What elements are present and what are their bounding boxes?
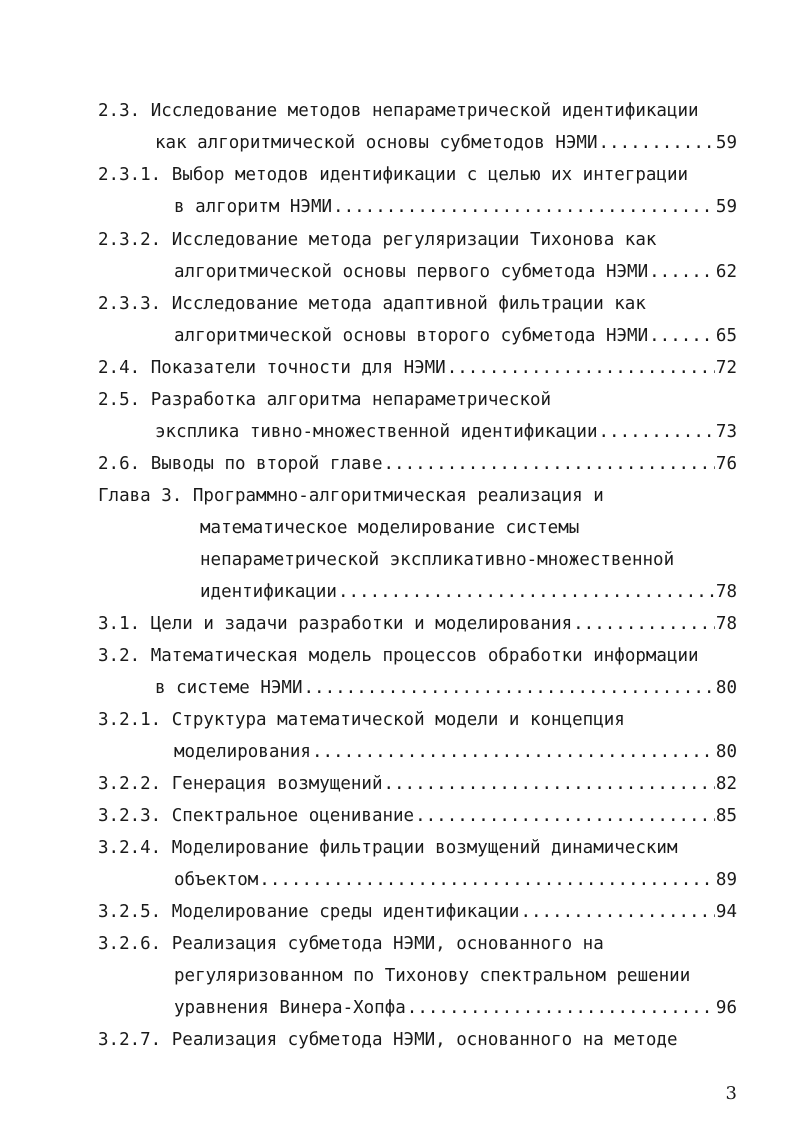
toc-entry-3-2-4-line-2: [174, 870, 737, 890]
toc-entry-2-3-1-line-2: [174, 197, 737, 217]
toc-entry-page: 62: [715, 262, 737, 282]
toc-entry-title: Реализация субметода НЭМИ, основанного на методе: [171, 1030, 678, 1050]
toc-entry-title-cont: математическое моделирование системы: [200, 518, 580, 538]
toc-entry-number: 3.2.3.: [98, 806, 162, 826]
toc-entry-number: Глава 3.: [98, 486, 183, 506]
toc-entry-page: 80: [715, 742, 737, 762]
toc-leader-dots: [384, 454, 715, 474]
toc-entry-title: Программно-алгоритмическая реализация и: [192, 486, 604, 506]
toc-entry-title-cont: алгоритмической основы первого субметода НЭМИ: [174, 262, 649, 282]
toc-entry-3-2-7-line-1: [98, 1030, 678, 1050]
toc-chapter-3-line-1: [98, 486, 604, 506]
toc-entry-number: 2.6.: [98, 454, 141, 474]
toc-entry-title-cont: алгоритмической основы второго субметода НЭМИ: [174, 326, 649, 346]
toc-entry-title: Моделирование среды идентификации: [171, 902, 520, 922]
toc-entry-title-cont: как алгоритмической основы субметодов НЭМИ: [155, 133, 598, 153]
toc-entry-2-3-line-1: [98, 101, 699, 121]
toc-entry-page: 82: [715, 774, 737, 794]
toc-entry-title: Генерация возмущений: [171, 774, 383, 794]
toc-entry-title: Выводы по второй главе: [150, 454, 383, 474]
toc-entry-3-2-6-line-1: [98, 934, 604, 954]
toc-entry-page: 59: [715, 133, 737, 153]
toc-entry-title: Разработка алгоритма непараметрической: [150, 390, 552, 410]
toc-entry-page: 85: [715, 806, 737, 826]
toc-entry-title-cont: уравнения Винера-Хопфа: [174, 998, 406, 1018]
toc-entry-title: Исследование методов непараметрической идентификации: [150, 101, 699, 121]
toc-entry-2-3-line-2: [155, 133, 737, 153]
toc-entry-3-2-2: [98, 774, 737, 794]
toc-leader-dots: [338, 582, 715, 602]
toc-entry-title: Показатели точности для НЭМИ: [150, 358, 446, 378]
page-number: 3: [725, 1083, 737, 1104]
toc-entry-number: 3.2.6.: [98, 934, 162, 954]
toc-entry-title: Реализация субметода НЭМИ, основанного на: [171, 934, 604, 954]
toc-entry-title-cont: идентификации: [200, 582, 337, 602]
toc-leader-dots: [304, 678, 715, 698]
toc-leader-dots: [649, 262, 715, 282]
toc-leader-dots: [573, 614, 715, 634]
toc-leader-dots: [599, 422, 715, 442]
toc-entry-number: 3.2.1.: [98, 710, 162, 730]
toc-entry-page: 94: [715, 902, 737, 922]
toc-entry-title-cont: непараметрической экспликативно-множественной: [200, 550, 675, 570]
toc-chapter-3-line-4: [200, 582, 737, 602]
toc-entry-number: 2.3.1.: [98, 165, 162, 185]
toc-leader-dots: [312, 742, 715, 762]
toc-chapter-3-line-2: [200, 518, 579, 538]
toc-leader-dots: [383, 774, 714, 794]
toc-entry-page: 89: [715, 870, 737, 890]
toc-entry-title: Выбор методов идентификации с целью их интеграции: [171, 165, 689, 185]
toc-entry-title-cont: регуляризованном по Тихонову спектральном решении: [174, 966, 691, 986]
toc-entry-number: 3.2.5.: [98, 902, 162, 922]
toc-entry-page: 96: [715, 998, 737, 1018]
toc-leader-dots: [415, 806, 715, 826]
toc-entry-3-2-5: [98, 902, 737, 922]
toc-entry-3-2-6-line-2: [174, 966, 690, 986]
toc-entry-title: Исследование метода адаптивной фильтрации как: [171, 294, 646, 314]
toc-entry-2-5-line-2: [155, 422, 737, 442]
toc-leader-dots: [259, 870, 715, 890]
toc-entry-title-cont: в системе НЭМИ: [155, 678, 303, 698]
toc-entry-title: Структура математической модели и концепция: [171, 710, 625, 730]
toc-leader-dots: [447, 358, 715, 378]
toc-entry-number: 3.1.: [98, 614, 141, 634]
toc-entry-number: 3.2.: [98, 646, 141, 666]
toc-entry-3-2-1-line-1: [98, 710, 625, 730]
toc-entry-2-3-2-line-1: [98, 230, 656, 250]
toc-entry-title: Цели и задачи разработки и моделирования: [150, 614, 573, 634]
toc-entry-page: 65: [715, 326, 737, 346]
toc-entry-page: 78: [715, 614, 737, 634]
toc-leader-dots: [599, 133, 715, 153]
toc-leader-dots: [333, 197, 715, 217]
toc-entry-page: 80: [715, 678, 737, 698]
toc-chapter-3-line-3: [200, 550, 674, 570]
toc-entry-title-cont: моделирования: [174, 742, 311, 762]
toc-entry-title: Спектральное оценивание: [171, 806, 415, 826]
toc-entry-title: Моделирование фильтрации возмущений динамическим: [171, 838, 678, 858]
toc-entry-3-2-4-line-1: [98, 838, 678, 858]
toc-entry-title-cont: эксплика тивно-множественной идентификации: [155, 422, 598, 442]
toc-entry-page: 78: [715, 582, 737, 602]
toc-entry-3-2-line-2: [155, 678, 737, 698]
toc-entry-3-2-6-line-3: [174, 998, 737, 1018]
toc-entry-title: Исследование метода регуляризации Тихонова как: [171, 230, 657, 250]
toc-entry-2-6: [98, 454, 737, 474]
toc-entry-number: 3.2.7.: [98, 1030, 162, 1050]
toc-entry-number: 3.2.4.: [98, 838, 162, 858]
toc-entry-number: 2.3.: [98, 101, 141, 121]
toc-leader-dots: [649, 326, 715, 346]
toc-leader-dots: [520, 902, 714, 922]
toc-leader-dots: [407, 998, 715, 1018]
toc-entry-number: 2.3.2.: [98, 230, 162, 250]
toc-entry-3-2-3: [98, 806, 737, 826]
toc-entry-title-cont: в алгоритм НЭМИ: [174, 197, 333, 217]
toc-entry-title-cont: объектом: [174, 870, 259, 890]
toc-entry-2-3-3-line-1: [98, 294, 646, 314]
toc-entry-page: 73: [715, 422, 737, 442]
toc-entry-2-3-2-line-2: [174, 262, 737, 282]
toc-entry-page: 76: [715, 454, 737, 474]
toc-entry-page: 72: [715, 358, 737, 378]
toc-entry-2-4: [98, 358, 737, 378]
toc-entry-2-5-line-1: [98, 390, 551, 410]
toc-entry-3-2-1-line-2: [174, 742, 737, 762]
toc-entry-number: 2.5.: [98, 390, 141, 410]
toc-entry-2-3-1-line-1: [98, 165, 688, 185]
toc-entry-2-3-3-line-2: [174, 326, 737, 346]
toc-entry-number: 2.3.3.: [98, 294, 162, 314]
toc-entry-title: Математическая модель процессов обработки информации: [150, 646, 699, 666]
toc-entry-3-2-line-1: [98, 646, 699, 666]
toc-entry-3-1: [98, 614, 737, 634]
toc-entry-page: 59: [715, 197, 737, 217]
toc-entry-number: 2.4.: [98, 358, 141, 378]
toc-entry-number: 3.2.2.: [98, 774, 162, 794]
